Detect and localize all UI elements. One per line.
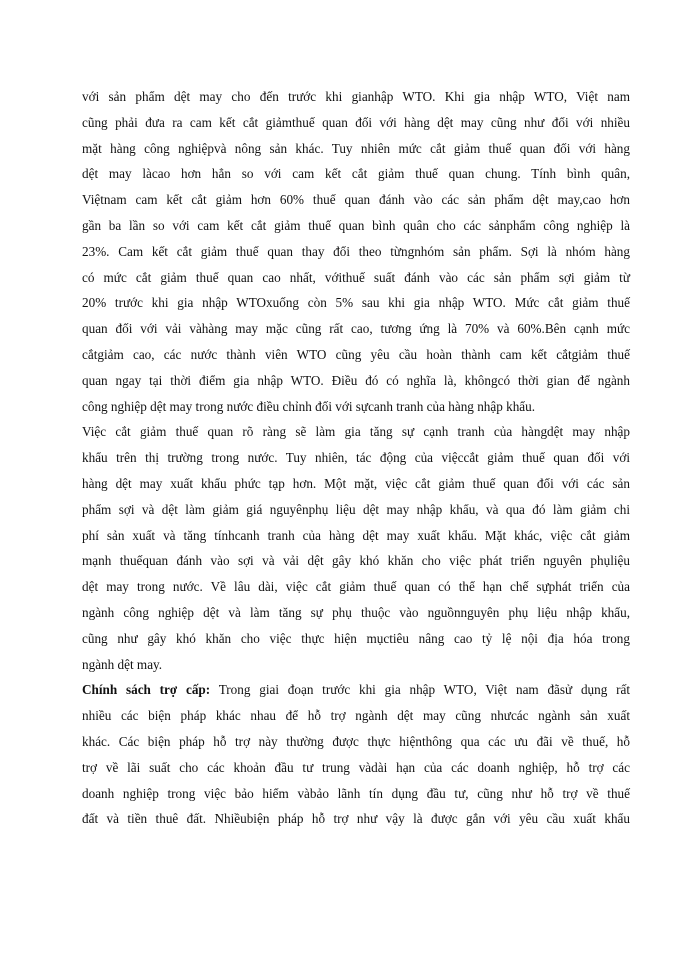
paragraph-subsidy-policy: [82, 677, 630, 832]
text-line: phí sản xuất và tăng tínhcanh tranh của hàng dệt may xuất khẩu. Mặt khác, việc cắt giảm: [82, 527, 630, 543]
text-line: mạnh thuếquan đánh vào sợi và vải dệt gây khó khăn cho việc phát triển nguyên phụliệu: [82, 553, 630, 569]
text-line: dệt may trong nước. Về lâu dài, việc cắt giảm thuế quan có thể hạn chế sựphát triển của: [82, 579, 630, 595]
text-line: phẩm sợi và dệt làm giảm giá nguyênphụ liệu dệt may nhập khẩu, và qua đó làm giảm chi: [82, 501, 630, 517]
text-line: cũng như gây khó khăn cho việc thực hiện mụctiêu nâng cao tỷ lệ nội địa hóa trong: [82, 630, 630, 646]
text-line: ngành dệt may.: [82, 656, 163, 672]
text-line: ngành công nghiệp dệt và làm tăng sự phụ thuộc vào nguồnnguyên phụ liệu nhập khẩu,: [82, 604, 630, 620]
text-line: quan đối với vải vàhàng may mặc cũng rất cao, tương ứng là 70% và 60%.Bên cạnh mức: [82, 321, 630, 337]
text-line: khẩu trên thị trường trong nước. Tuy nhiên, tác động của việccắt giảm thuế quan đối với: [82, 450, 630, 466]
text-line: gần ba lần so với cam kết cắt giảm thuế quan bình quân cho các sảnphẩm công nghiệp là: [82, 217, 630, 233]
text-line: trợ về lãi suất cho các khoản đầu tư trung vàdài hạn của các doanh nghiệp, hỗ trợ các: [82, 759, 630, 775]
text-line: 20% trước khi gia nhập WTOxuống còn 5% sau khi gia nhập WTO. Mức cắt giảm thuế: [82, 295, 630, 311]
text-line: dệt may làcao hơn hẳn so với cam kết cắt giảm thuế quan chung. Tính bình quân,: [82, 166, 630, 182]
text-line: cắtgiảm cao, các nước thành viên WTO cũng yêu cầu hoàn thành cam kết cắtgiảm thuế: [82, 346, 630, 362]
text-line: Việtnam cam kết cắt giảm hơn 60% thuế quan đánh vào các sản phẩm dệt may,cao hơn: [82, 192, 630, 208]
text-line: [82, 677, 630, 703]
text-line: hàng dệt may xuất khẩu phức tạp hơn. Một mặt, việc cắt giảm thuế quan đối với các sản: [82, 475, 630, 491]
text-line: đất và tiền thuê đất. Nhiềubiện pháp hỗ trợ như vậy là được gắn với yêu cầu xuất khẩu: [82, 811, 630, 827]
text-line: quan ngay tại thời điểm gia nhập WTO. Điều đó có nghĩa là, khôngcó thời gian để ngành: [82, 372, 630, 388]
text-line: cũng phải đưa ra cam kết cắt giảmthuế quan đối với hàng dệt may cũng như đối với nhiều: [82, 114, 630, 130]
text-line: với sản phẩm dệt may cho đến trước khi gianhập WTO. Khi gia nhập WTO, Việt nam: [82, 89, 630, 104]
text-line: khác. Các biện pháp hỗ trợ này thường được thực hiệnthông qua các ưu đãi về thuế, hỗ: [82, 733, 630, 749]
text-line: doanh nghiệp trong việc bảo hiểm vàbảo lãnh tín dụng đầu tư, cũng như hỗ trợ về thuế: [82, 785, 630, 801]
text-line: mặt hàng công nghiệpvà nông sản khác. Tuy nhiên mức cắt giảm thuế quan đối với hàng: [82, 140, 630, 156]
paragraph-tariff-commitments: [82, 84, 630, 419]
text-line: có mức cắt giảm thuế quan cao nhất, vớithuế suất đánh vào các sản phẩm sợi giảm từ: [82, 269, 630, 285]
text-line-rest: Trong giai đoạn trước khi gia nhập WTO, Việt nam đãsử dụng rất: [210, 682, 631, 698]
text-line: 23%. Cam kết cắt giảm thuế quan thay đổi theo từngnhóm sản phẩm. Sợi là nhóm hàng: [82, 243, 630, 259]
document-body: [82, 84, 630, 832]
text-line: Việc cắt giảm thuế quan rõ ràng sẽ làm gia tăng sự cạnh tranh của hàngdệt may nhập: [82, 424, 630, 440]
section-heading: Chính sách trợ cấp:: [82, 682, 211, 698]
text-line: nhiều các biện pháp khác nhau để hỗ trợ ngành dệt may cũng nhưcác ngành sản xuất: [82, 708, 630, 724]
text-line: công nghiệp dệt may trong nước điều chỉnh đối với sựcanh tranh của hàng nhập khẩu.: [82, 398, 536, 414]
paragraph-tariff-impact: [82, 419, 630, 677]
